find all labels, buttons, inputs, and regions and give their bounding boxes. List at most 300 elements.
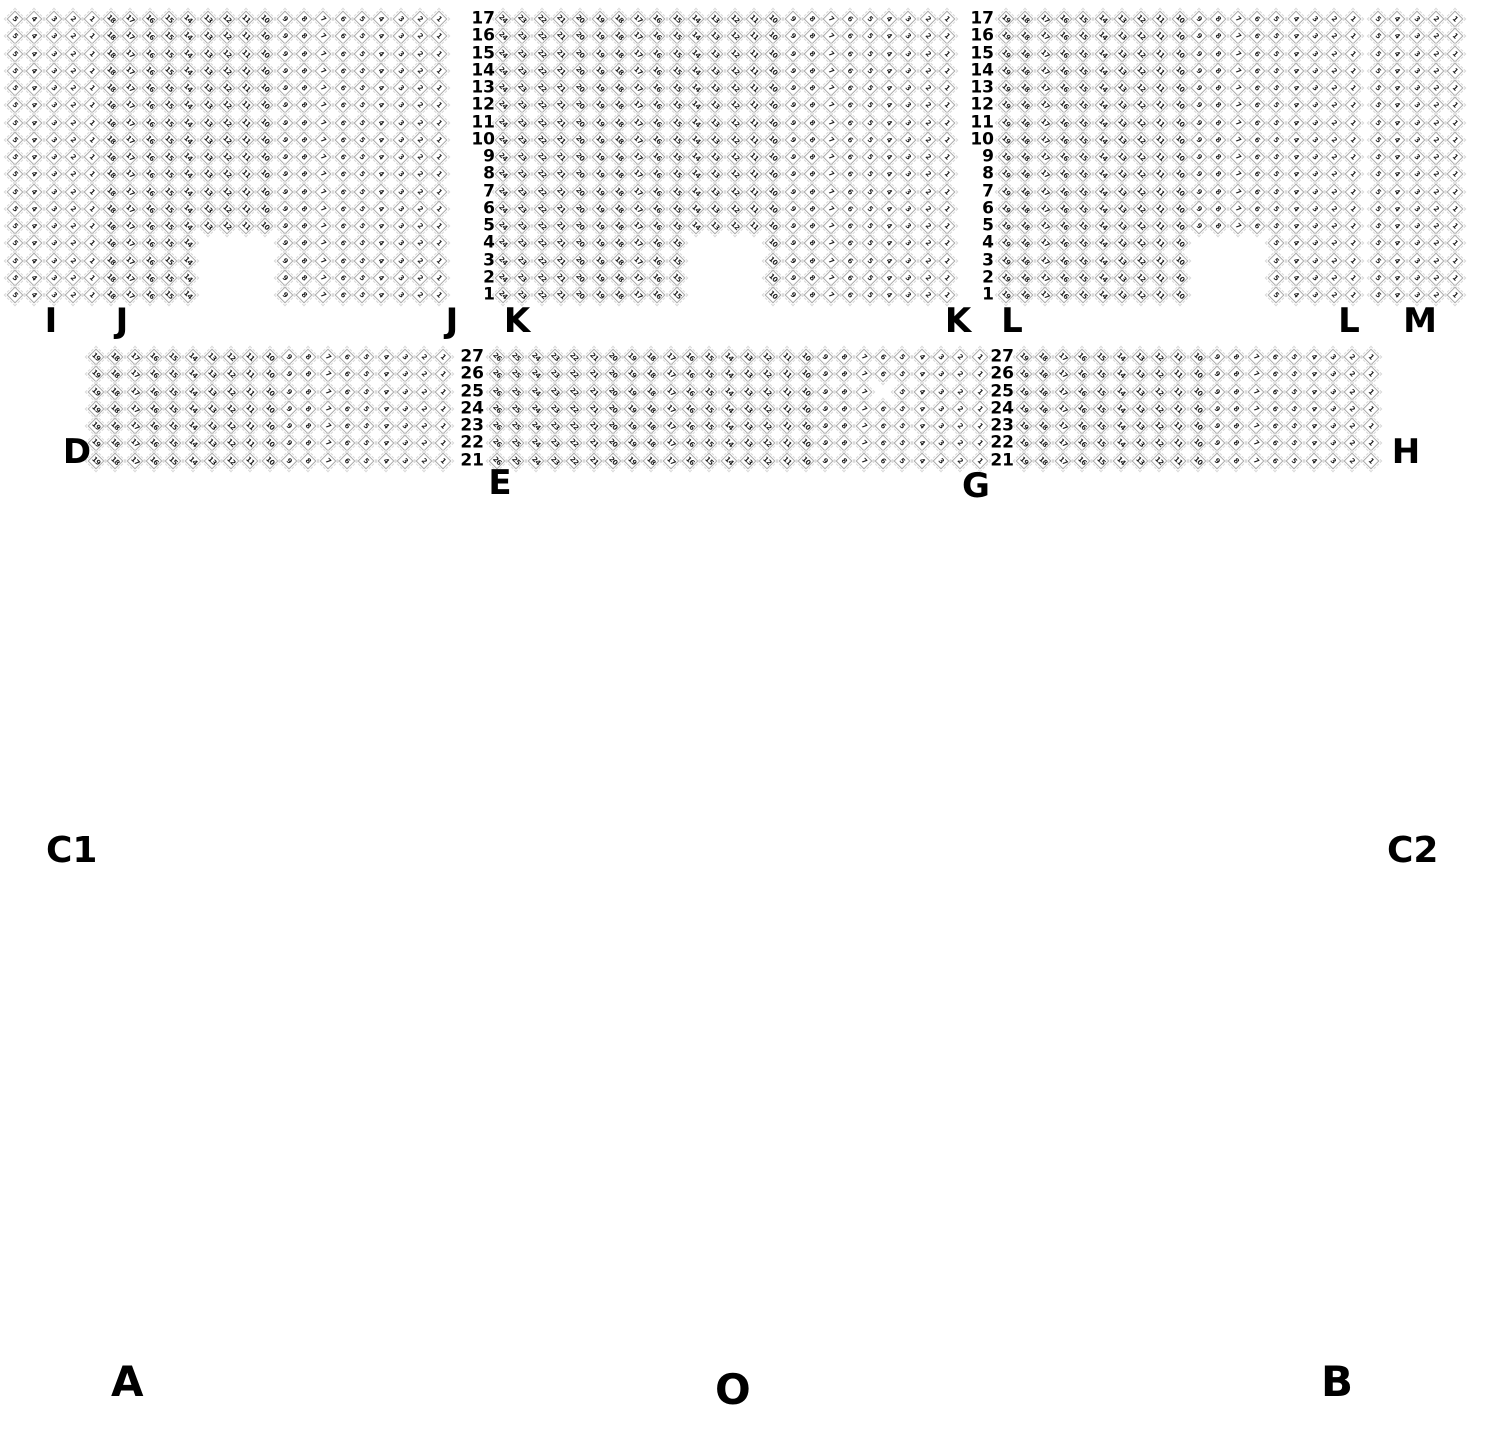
- seat-J-17-8[interactable]: 8: [296, 11, 313, 28]
- seat-J-5-9[interactable]: 9: [276, 218, 293, 235]
- seat-M-16-4[interactable]: 4: [1389, 28, 1406, 45]
- seat-D-21-19[interactable]: 19: [88, 452, 105, 469]
- seat-K-4-1[interactable]: 1: [938, 235, 955, 252]
- seat-H-26-13[interactable]: 13: [1131, 366, 1148, 383]
- seat-M-15-1[interactable]: 1: [1447, 45, 1464, 62]
- seat-J-2-4[interactable]: 4: [373, 269, 390, 286]
- seat-K-12-11[interactable]: 11: [745, 97, 762, 114]
- seat-H-27-1[interactable]: 1: [1363, 349, 1380, 366]
- seat-J-11-10[interactable]: 10: [257, 114, 274, 131]
- seat-L-6-1[interactable]: 1: [1345, 200, 1362, 217]
- seat-D-22-15[interactable]: 15: [165, 435, 182, 452]
- seat-L-14-11[interactable]: 11: [1152, 62, 1169, 79]
- seat-K-11-13[interactable]: 13: [707, 114, 724, 131]
- seat-L-9-13[interactable]: 13: [1113, 149, 1130, 166]
- seat-I-3-5[interactable]: 5: [7, 252, 24, 269]
- seat-D-25-19[interactable]: 19: [88, 383, 105, 400]
- seat-L-15-5[interactable]: 5: [1268, 45, 1285, 62]
- seat-L-1-16[interactable]: 16: [1055, 287, 1072, 304]
- seat-H-26-19[interactable]: 19: [1016, 366, 1033, 383]
- seat-E-G-25-15[interactable]: 15: [701, 383, 718, 400]
- seat-L-2-17[interactable]: 17: [1036, 269, 1053, 286]
- seat-H-23-2[interactable]: 2: [1344, 418, 1361, 435]
- seat-D-23-1[interactable]: 1: [435, 418, 452, 435]
- seat-L-11-12[interactable]: 12: [1133, 114, 1150, 131]
- seat-K-16-15[interactable]: 15: [668, 28, 685, 45]
- seat-D-24-7[interactable]: 7: [319, 400, 336, 417]
- seat-M-5-3[interactable]: 3: [1408, 218, 1425, 235]
- seat-L-7-6[interactable]: 6: [1248, 183, 1265, 200]
- seat-K-1-17[interactable]: 17: [630, 287, 647, 304]
- seat-L-14-5[interactable]: 5: [1268, 62, 1285, 79]
- seat-E-G-22-24[interactable]: 24: [527, 435, 544, 452]
- seat-J-2-16[interactable]: 16: [141, 269, 158, 286]
- seat-K-2-20[interactable]: 20: [572, 269, 589, 286]
- seat-J-9-17[interactable]: 17: [122, 149, 139, 166]
- seat-J-15-17[interactable]: 17: [122, 45, 139, 62]
- seat-I-12-2[interactable]: 2: [64, 97, 81, 114]
- seat-E-G-23-3[interactable]: 3: [932, 418, 949, 435]
- seat-D-26-7[interactable]: 7: [319, 366, 336, 383]
- seat-K-2-22[interactable]: 22: [533, 269, 550, 286]
- seat-J-6-12[interactable]: 12: [218, 200, 235, 217]
- seat-M-10-2[interactable]: 2: [1427, 131, 1444, 148]
- seat-K-5-18[interactable]: 18: [610, 218, 627, 235]
- seat-J-8-15[interactable]: 15: [160, 166, 177, 183]
- seat-D-24-10[interactable]: 10: [261, 400, 278, 417]
- seat-H-25-2[interactable]: 2: [1344, 383, 1361, 400]
- seat-I-2-2[interactable]: 2: [64, 269, 81, 286]
- seat-E-G-27-7[interactable]: 7: [855, 349, 872, 366]
- seat-J-4-14[interactable]: 14: [180, 235, 197, 252]
- seat-L-5-17[interactable]: 17: [1036, 218, 1053, 235]
- seat-K-7-8[interactable]: 8: [803, 183, 820, 200]
- seat-L-2-11[interactable]: 11: [1152, 269, 1169, 286]
- seat-J-15-12[interactable]: 12: [218, 45, 235, 62]
- seat-D-22-14[interactable]: 14: [184, 435, 201, 452]
- seat-J-9-14[interactable]: 14: [180, 149, 197, 166]
- seat-K-9-1[interactable]: 1: [938, 149, 955, 166]
- seat-H-22-10[interactable]: 10: [1189, 435, 1206, 452]
- seat-J-3-2[interactable]: 2: [411, 252, 428, 269]
- seat-L-9-15[interactable]: 15: [1075, 149, 1092, 166]
- seat-M-6-5[interactable]: 5: [1370, 200, 1387, 217]
- seat-K-8-19[interactable]: 19: [591, 166, 608, 183]
- seat-K-9-20[interactable]: 20: [572, 149, 589, 166]
- seat-D-25-2[interactable]: 2: [416, 383, 433, 400]
- seat-H-23-6[interactable]: 6: [1266, 418, 1283, 435]
- seat-E-G-25-12[interactable]: 12: [759, 383, 776, 400]
- seat-L-10-14[interactable]: 14: [1094, 131, 1111, 148]
- seat-I-11-3[interactable]: 3: [45, 114, 62, 131]
- seat-K-6-24[interactable]: 24: [495, 200, 512, 217]
- seat-D-26-9[interactable]: 9: [281, 366, 298, 383]
- seat-J-7-14[interactable]: 14: [180, 183, 197, 200]
- seat-K-10-8[interactable]: 8: [803, 131, 820, 148]
- seat-K-8-18[interactable]: 18: [610, 166, 627, 183]
- seat-J-7-12[interactable]: 12: [218, 183, 235, 200]
- seat-K-7-18[interactable]: 18: [610, 183, 627, 200]
- seat-E-G-22-10[interactable]: 10: [797, 435, 814, 452]
- seat-K-1-6[interactable]: 6: [842, 287, 859, 304]
- seat-L-13-2[interactable]: 2: [1326, 80, 1343, 97]
- seat-J-11-14[interactable]: 14: [180, 114, 197, 131]
- seat-I-10-5[interactable]: 5: [7, 131, 24, 148]
- seat-M-11-4[interactable]: 4: [1389, 114, 1406, 131]
- seat-J-17-10[interactable]: 10: [257, 11, 274, 28]
- seat-J-4-2[interactable]: 2: [411, 235, 428, 252]
- seat-K-11-21[interactable]: 21: [552, 114, 569, 131]
- seat-J-12-1[interactable]: 1: [431, 97, 448, 114]
- seat-J-13-16[interactable]: 16: [141, 80, 158, 97]
- seat-J-6-6[interactable]: 6: [334, 200, 351, 217]
- seat-L-8-19[interactable]: 19: [998, 166, 1015, 183]
- seat-K-15-19[interactable]: 19: [591, 45, 608, 62]
- seat-K-9-18[interactable]: 18: [610, 149, 627, 166]
- seat-J-7-13[interactable]: 13: [199, 183, 216, 200]
- seat-K-14-7[interactable]: 7: [823, 62, 840, 79]
- seat-D-27-2[interactable]: 2: [416, 349, 433, 366]
- seat-K-10-16[interactable]: 16: [649, 131, 666, 148]
- seat-I-7-2[interactable]: 2: [64, 183, 81, 200]
- seat-L-11-15[interactable]: 15: [1075, 114, 1092, 131]
- seat-J-11-8[interactable]: 8: [296, 114, 313, 131]
- seat-J-17-14[interactable]: 14: [180, 11, 197, 28]
- seat-J-14-16[interactable]: 16: [141, 62, 158, 79]
- seat-J-6-2[interactable]: 2: [411, 200, 428, 217]
- seat-L-14-15[interactable]: 15: [1075, 62, 1092, 79]
- seat-E-G-25-17[interactable]: 17: [662, 383, 679, 400]
- seat-L-5-4[interactable]: 4: [1287, 218, 1304, 235]
- seat-D-21-11[interactable]: 11: [242, 452, 259, 469]
- seat-L-10-4[interactable]: 4: [1287, 131, 1304, 148]
- seat-D-22-8[interactable]: 8: [300, 435, 317, 452]
- seat-L-3-5[interactable]: 5: [1268, 252, 1285, 269]
- seat-J-16-13[interactable]: 13: [199, 28, 216, 45]
- seat-I-15-1[interactable]: 1: [84, 45, 101, 62]
- seat-J-2-17[interactable]: 17: [122, 269, 139, 286]
- seat-K-13-18[interactable]: 18: [610, 80, 627, 97]
- seat-L-14-9[interactable]: 9: [1191, 62, 1208, 79]
- seat-D-25-12[interactable]: 12: [223, 383, 240, 400]
- seat-K-7-9[interactable]: 9: [784, 183, 801, 200]
- seat-H-22-6[interactable]: 6: [1266, 435, 1283, 452]
- seat-E-G-21-6[interactable]: 6: [875, 452, 892, 469]
- seat-E-G-24-12[interactable]: 12: [759, 400, 776, 417]
- seat-J-16-6[interactable]: 6: [334, 28, 351, 45]
- seat-K-13-6[interactable]: 6: [842, 80, 859, 97]
- seat-K-13-14[interactable]: 14: [688, 80, 705, 97]
- seat-L-13-5[interactable]: 5: [1268, 80, 1285, 97]
- seat-K-2-17[interactable]: 17: [630, 269, 647, 286]
- seat-H-25-18[interactable]: 18: [1035, 383, 1052, 400]
- seat-K-7-14[interactable]: 14: [688, 183, 705, 200]
- seat-E-G-22-11[interactable]: 11: [778, 435, 795, 452]
- seat-E-G-21-9[interactable]: 9: [817, 452, 834, 469]
- seat-L-12-16[interactable]: 16: [1055, 97, 1072, 114]
- seat-J-16-10[interactable]: 10: [257, 28, 274, 45]
- seat-J-3-18[interactable]: 18: [103, 252, 120, 269]
- seat-J-4-9[interactable]: 9: [276, 235, 293, 252]
- seat-D-22-4[interactable]: 4: [377, 435, 394, 452]
- seat-K-2-8[interactable]: 8: [803, 269, 820, 286]
- seat-K-17-2[interactable]: 2: [919, 11, 936, 28]
- seat-I-7-4[interactable]: 4: [26, 183, 43, 200]
- seat-J-5-16[interactable]: 16: [141, 218, 158, 235]
- seat-M-6-1[interactable]: 1: [1447, 200, 1464, 217]
- seat-L-12-19[interactable]: 19: [998, 97, 1015, 114]
- seat-H-21-7[interactable]: 7: [1247, 452, 1264, 469]
- seat-L-16-10[interactable]: 10: [1171, 28, 1188, 45]
- seat-K-6-16[interactable]: 16: [649, 200, 666, 217]
- seat-K-10-10[interactable]: 10: [765, 131, 782, 148]
- seat-K-7-3[interactable]: 3: [900, 183, 917, 200]
- seat-L-15-1[interactable]: 1: [1345, 45, 1362, 62]
- seat-I-16-5[interactable]: 5: [7, 28, 24, 45]
- seat-L-8-6[interactable]: 6: [1248, 166, 1265, 183]
- seat-K-15-12[interactable]: 12: [726, 45, 743, 62]
- seat-I-6-2[interactable]: 2: [64, 200, 81, 217]
- seat-J-4-5[interactable]: 5: [353, 235, 370, 252]
- seat-L-14-13[interactable]: 13: [1113, 62, 1130, 79]
- seat-E-G-26-26[interactable]: 26: [489, 366, 506, 383]
- seat-D-23-5[interactable]: 5: [358, 418, 375, 435]
- seat-H-24-18[interactable]: 18: [1035, 400, 1052, 417]
- seat-L-12-10[interactable]: 10: [1171, 97, 1188, 114]
- seat-K-2-24[interactable]: 24: [495, 269, 512, 286]
- seat-J-12-7[interactable]: 7: [315, 97, 332, 114]
- seat-H-23-11[interactable]: 11: [1170, 418, 1187, 435]
- seat-L-10-16[interactable]: 16: [1055, 131, 1072, 148]
- seat-D-27-9[interactable]: 9: [281, 349, 298, 366]
- seat-L-9-17[interactable]: 17: [1036, 149, 1053, 166]
- seat-L-9-3[interactable]: 3: [1306, 149, 1323, 166]
- seat-J-15-8[interactable]: 8: [296, 45, 313, 62]
- seat-L-16-12[interactable]: 12: [1133, 28, 1150, 45]
- seat-I-6-1[interactable]: 1: [84, 200, 101, 217]
- seat-L-12-5[interactable]: 5: [1268, 97, 1285, 114]
- seat-L-11-13[interactable]: 13: [1113, 114, 1130, 131]
- seat-K-10-13[interactable]: 13: [707, 131, 724, 148]
- seat-K-7-2[interactable]: 2: [919, 183, 936, 200]
- seat-L-5-14[interactable]: 14: [1094, 218, 1111, 235]
- seat-J-16-11[interactable]: 11: [238, 28, 255, 45]
- seat-E-G-26-23[interactable]: 23: [546, 366, 563, 383]
- seat-J-2-14[interactable]: 14: [180, 269, 197, 286]
- seat-L-9-10[interactable]: 10: [1171, 149, 1188, 166]
- seat-D-26-6[interactable]: 6: [338, 366, 355, 383]
- seat-D-24-6[interactable]: 6: [338, 400, 355, 417]
- seat-J-17-11[interactable]: 11: [238, 11, 255, 28]
- seat-J-11-6[interactable]: 6: [334, 114, 351, 131]
- seat-L-7-1[interactable]: 1: [1345, 183, 1362, 200]
- seat-K-9-19[interactable]: 19: [591, 149, 608, 166]
- seat-E-G-21-21[interactable]: 21: [585, 452, 602, 469]
- seat-J-14-4[interactable]: 4: [373, 62, 390, 79]
- seat-K-13-21[interactable]: 21: [552, 80, 569, 97]
- seat-J-8-8[interactable]: 8: [296, 166, 313, 183]
- seat-K-14-9[interactable]: 9: [784, 62, 801, 79]
- seat-E-G-26-18[interactable]: 18: [643, 366, 660, 383]
- seat-J-16-7[interactable]: 7: [315, 28, 332, 45]
- seat-M-12-5[interactable]: 5: [1370, 97, 1387, 114]
- seat-K-10-14[interactable]: 14: [688, 131, 705, 148]
- seat-D-21-1[interactable]: 1: [435, 452, 452, 469]
- seat-K-15-15[interactable]: 15: [668, 45, 685, 62]
- seat-K-16-1[interactable]: 1: [938, 28, 955, 45]
- seat-M-14-1[interactable]: 1: [1447, 62, 1464, 79]
- seat-K-16-12[interactable]: 12: [726, 28, 743, 45]
- seat-K-17-23[interactable]: 23: [514, 11, 531, 28]
- seat-I-6-3[interactable]: 3: [45, 200, 62, 217]
- seat-E-G-22-25[interactable]: 25: [508, 435, 525, 452]
- seat-K-7-23[interactable]: 23: [514, 183, 531, 200]
- seat-H-26-1[interactable]: 1: [1363, 366, 1380, 383]
- seat-D-27-17[interactable]: 17: [126, 349, 143, 366]
- seat-I-5-3[interactable]: 3: [45, 218, 62, 235]
- seat-K-9-21[interactable]: 21: [552, 149, 569, 166]
- seat-M-14-3[interactable]: 3: [1408, 62, 1425, 79]
- seat-K-16-14[interactable]: 14: [688, 28, 705, 45]
- seat-L-12-1[interactable]: 1: [1345, 97, 1362, 114]
- seat-J-15-6[interactable]: 6: [334, 45, 351, 62]
- seat-E-G-25-5[interactable]: 5: [894, 383, 911, 400]
- seat-D-23-19[interactable]: 19: [88, 418, 105, 435]
- seat-H-26-4[interactable]: 4: [1305, 366, 1322, 383]
- seat-K-11-4[interactable]: 4: [881, 114, 898, 131]
- seat-K-16-7[interactable]: 7: [823, 28, 840, 45]
- seat-D-22-3[interactable]: 3: [396, 435, 413, 452]
- seat-K-4-21[interactable]: 21: [552, 235, 569, 252]
- seat-J-1-9[interactable]: 9: [276, 287, 293, 304]
- seat-I-13-4[interactable]: 4: [26, 80, 43, 97]
- seat-J-13-6[interactable]: 6: [334, 80, 351, 97]
- seat-D-26-17[interactable]: 17: [126, 366, 143, 383]
- seat-E-G-23-24[interactable]: 24: [527, 418, 544, 435]
- seat-K-17-8[interactable]: 8: [803, 11, 820, 28]
- seat-K-6-5[interactable]: 5: [861, 200, 878, 217]
- seat-L-10-6[interactable]: 6: [1248, 131, 1265, 148]
- seat-K-13-15[interactable]: 15: [668, 80, 685, 97]
- seat-J-11-15[interactable]: 15: [160, 114, 177, 131]
- seat-E-G-22-4[interactable]: 4: [913, 435, 930, 452]
- seat-H-22-12[interactable]: 12: [1151, 435, 1168, 452]
- seat-L-16-15[interactable]: 15: [1075, 28, 1092, 45]
- seat-K-9-3[interactable]: 3: [900, 149, 917, 166]
- seat-K-1-23[interactable]: 23: [514, 287, 531, 304]
- seat-J-8-2[interactable]: 2: [411, 166, 428, 183]
- seat-K-10-24[interactable]: 24: [495, 131, 512, 148]
- seat-J-1-4[interactable]: 4: [373, 287, 390, 304]
- seat-I-6-5[interactable]: 5: [7, 200, 24, 217]
- seat-K-8-5[interactable]: 5: [861, 166, 878, 183]
- seat-D-24-16[interactable]: 16: [145, 400, 162, 417]
- seat-E-G-27-22[interactable]: 22: [566, 349, 583, 366]
- seat-I-4-2[interactable]: 2: [64, 235, 81, 252]
- seat-J-12-9[interactable]: 9: [276, 97, 293, 114]
- seat-J-9-16[interactable]: 16: [141, 149, 158, 166]
- seat-L-3-3[interactable]: 3: [1306, 252, 1323, 269]
- seat-J-3-15[interactable]: 15: [160, 252, 177, 269]
- seat-L-6-8[interactable]: 8: [1210, 200, 1227, 217]
- seat-M-17-1[interactable]: 1: [1447, 11, 1464, 28]
- seat-M-10-1[interactable]: 1: [1447, 131, 1464, 148]
- seat-M-16-3[interactable]: 3: [1408, 28, 1425, 45]
- seat-I-8-5[interactable]: 5: [7, 166, 24, 183]
- seat-L-6-6[interactable]: 6: [1248, 200, 1265, 217]
- seat-K-17-3[interactable]: 3: [900, 11, 917, 28]
- seat-K-14-18[interactable]: 18: [610, 62, 627, 79]
- seat-K-11-11[interactable]: 11: [745, 114, 762, 131]
- seat-J-10-13[interactable]: 13: [199, 131, 216, 148]
- seat-L-6-3[interactable]: 3: [1306, 200, 1323, 217]
- seat-J-12-14[interactable]: 14: [180, 97, 197, 114]
- seat-K-3-22[interactable]: 22: [533, 252, 550, 269]
- seat-H-23-12[interactable]: 12: [1151, 418, 1168, 435]
- seat-H-24-2[interactable]: 2: [1344, 400, 1361, 417]
- seat-K-6-18[interactable]: 18: [610, 200, 627, 217]
- seat-L-5-2[interactable]: 2: [1326, 218, 1343, 235]
- seat-E-G-26-9[interactable]: 9: [817, 366, 834, 383]
- seat-M-8-1[interactable]: 1: [1447, 166, 1464, 183]
- seat-L-7-3[interactable]: 3: [1306, 183, 1323, 200]
- seat-J-7-18[interactable]: 18: [103, 183, 120, 200]
- seat-L-13-18[interactable]: 18: [1017, 80, 1034, 97]
- seat-J-4-4[interactable]: 4: [373, 235, 390, 252]
- seat-E-G-27-3[interactable]: 3: [932, 349, 949, 366]
- seat-L-4-12[interactable]: 12: [1133, 235, 1150, 252]
- seat-L-12-8[interactable]: 8: [1210, 97, 1227, 114]
- seat-L-8-15[interactable]: 15: [1075, 166, 1092, 183]
- seat-J-12-12[interactable]: 12: [218, 97, 235, 114]
- seat-K-2-6[interactable]: 6: [842, 269, 859, 286]
- seat-L-5-18[interactable]: 18: [1017, 218, 1034, 235]
- seat-K-15-7[interactable]: 7: [823, 45, 840, 62]
- seat-L-1-4[interactable]: 4: [1287, 287, 1304, 304]
- seat-J-16-2[interactable]: 2: [411, 28, 428, 45]
- seat-J-9-2[interactable]: 2: [411, 149, 428, 166]
- seat-K-4-3[interactable]: 3: [900, 235, 917, 252]
- seat-J-12-2[interactable]: 2: [411, 97, 428, 114]
- seat-L-13-10[interactable]: 10: [1171, 80, 1188, 97]
- seat-M-7-4[interactable]: 4: [1389, 183, 1406, 200]
- seat-L-6-4[interactable]: 4: [1287, 200, 1304, 217]
- seat-I-3-4[interactable]: 4: [26, 252, 43, 269]
- seat-K-13-20[interactable]: 20: [572, 80, 589, 97]
- seat-J-5-12[interactable]: 12: [218, 218, 235, 235]
- seat-E-G-27-17[interactable]: 17: [662, 349, 679, 366]
- seat-J-16-9[interactable]: 9: [276, 28, 293, 45]
- seat-D-24-18[interactable]: 18: [107, 400, 124, 417]
- seat-L-6-7[interactable]: 7: [1229, 200, 1246, 217]
- seat-I-9-1[interactable]: 1: [84, 149, 101, 166]
- seat-K-11-16[interactable]: 16: [649, 114, 666, 131]
- seat-I-11-4[interactable]: 4: [26, 114, 43, 131]
- seat-K-8-12[interactable]: 12: [726, 166, 743, 183]
- seat-L-9-11[interactable]: 11: [1152, 149, 1169, 166]
- seat-M-13-1[interactable]: 1: [1447, 80, 1464, 97]
- seat-L-13-15[interactable]: 15: [1075, 80, 1092, 97]
- seat-E-G-23-4[interactable]: 4: [913, 418, 930, 435]
- seat-E-G-23-22[interactable]: 22: [566, 418, 583, 435]
- seat-J-14-11[interactable]: 11: [238, 62, 255, 79]
- seat-E-G-27-8[interactable]: 8: [836, 349, 853, 366]
- seat-K-8-20[interactable]: 20: [572, 166, 589, 183]
- seat-I-3-1[interactable]: 1: [84, 252, 101, 269]
- seat-H-26-8[interactable]: 8: [1228, 366, 1245, 383]
- seat-L-9-1[interactable]: 1: [1345, 149, 1362, 166]
- seat-M-15-3[interactable]: 3: [1408, 45, 1425, 62]
